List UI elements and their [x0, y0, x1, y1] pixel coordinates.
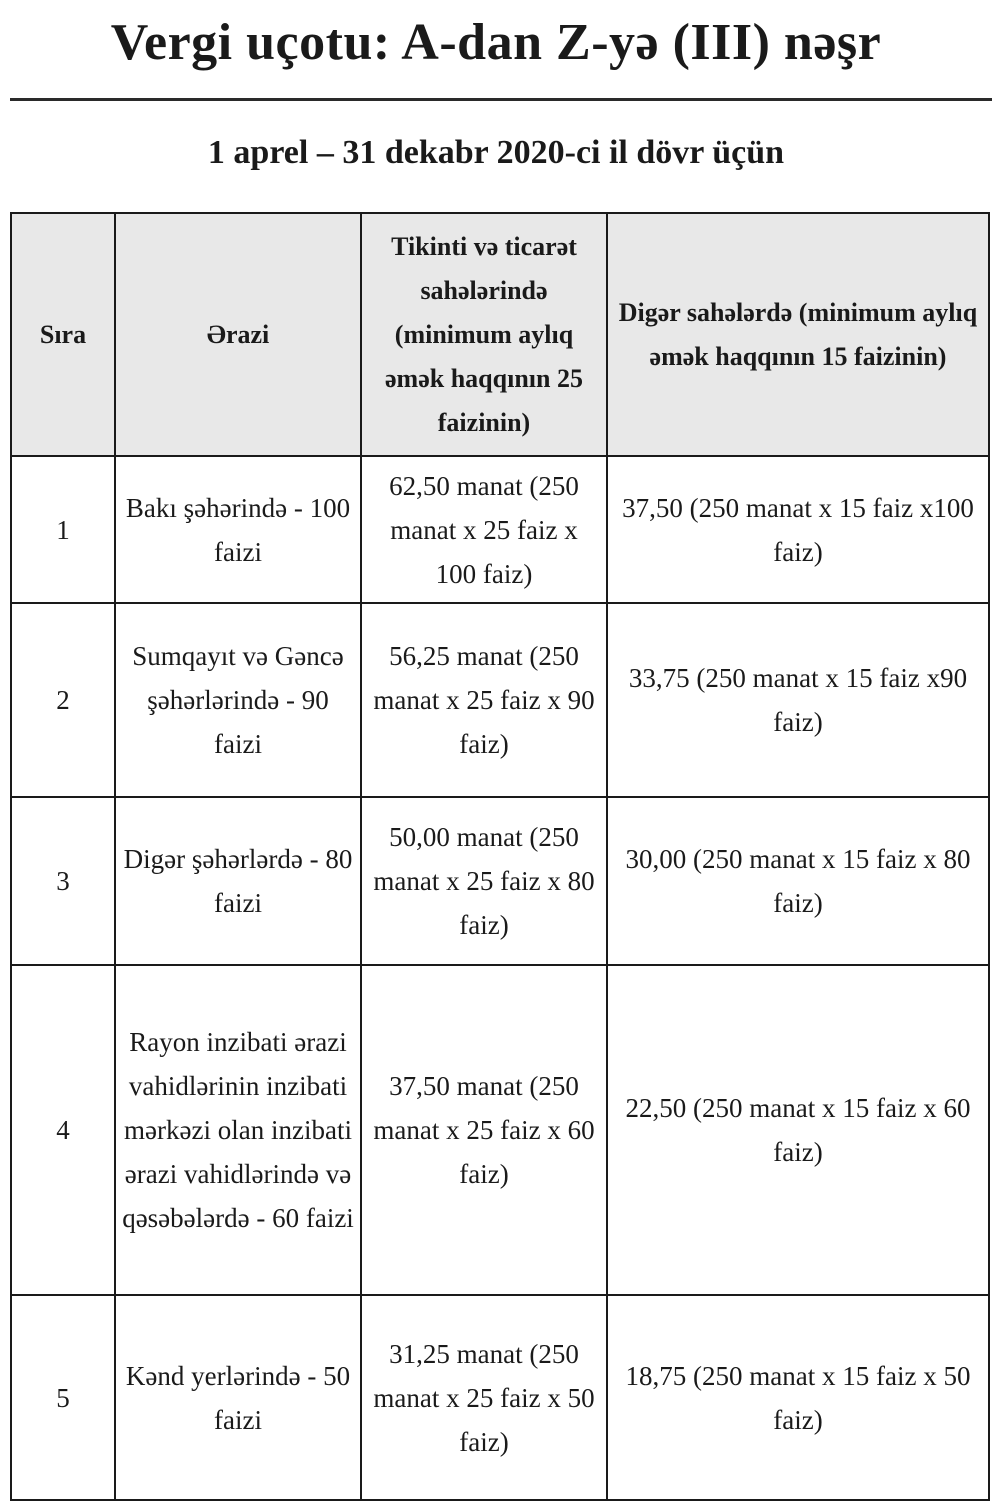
other-rate-cell: 18,75 (250 manat x 15 faiz x 50 faiz)	[607, 1295, 989, 1500]
area-cell: Kənd yerlərində - 50 faizi	[115, 1295, 361, 1500]
construction-rate-cell: 37,50 manat (250 manat x 25 faiz x 60 faiz)	[361, 965, 607, 1295]
other-rate-cell: 37,50 (250 manat x 15 faiz x100 faiz)	[607, 456, 989, 603]
table-row	[11, 797, 989, 965]
column-header-other-sectors: Digər sahələrdə (minimum aylıq əmək haqqının 15 faizinin)	[607, 213, 989, 456]
table-row	[11, 456, 989, 603]
area-cell: Sumqayıt və Gəncə şəhərlərində - 90 faizi	[115, 603, 361, 797]
row-number-cell: 1	[11, 456, 115, 603]
row-number-cell: 2	[11, 603, 115, 797]
table-row	[11, 1295, 989, 1500]
row-number-cell: 4	[11, 965, 115, 1295]
other-rate-cell: 30,00 (250 manat x 15 faiz x 80 faiz)	[607, 797, 989, 965]
rates-table-container	[10, 212, 988, 1501]
other-rate-cell: 22,50 (250 manat x 15 faiz x 60 faiz)	[607, 965, 989, 1295]
column-header-construction-trade: Tikinti və ticarət sahələrində (minimum aylıq əmək haqqının 25 faizinin)	[361, 213, 607, 456]
page-title: Vergi uçotu: A-dan Z-yə (III) nəşr	[110, 14, 882, 71]
title-divider	[10, 98, 992, 101]
area-cell: Rayon inzibati ərazi vahidlərinin inzibati mərkəzi olan inzibati ərazi vahidlərində və qəsəbələrdə - 60 faizi	[115, 965, 361, 1295]
row-number-cell: 5	[11, 1295, 115, 1500]
rates-table	[10, 212, 990, 1501]
construction-rate-cell: 31,25 manat (250 manat x 25 faiz x 50 faiz)	[361, 1295, 607, 1500]
page-subtitle: 1 aprel – 31 dekabr 2020-ci il dövr üçün	[207, 134, 785, 171]
column-header-area: Ərazi	[115, 213, 361, 456]
area-cell: Digər şəhərlərdə - 80 faizi	[115, 797, 361, 965]
table-header-row	[11, 213, 989, 456]
construction-rate-cell: 62,50 manat (250 manat x 25 faiz x 100 faiz)	[361, 456, 607, 603]
construction-rate-cell: 50,00 manat (250 manat x 25 faiz x 80 faiz)	[361, 797, 607, 965]
row-number-cell: 3	[11, 797, 115, 965]
table-row	[11, 965, 989, 1295]
construction-rate-cell: 56,25 manat (250 manat x 25 faiz x 90 faiz)	[361, 603, 607, 797]
other-rate-cell: 33,75 (250 manat x 15 faiz x90 faiz)	[607, 603, 989, 797]
area-cell: Bakı şəhərində - 100 faizi	[115, 456, 361, 603]
column-header-number: Sıra	[11, 213, 115, 456]
table-row	[11, 603, 989, 797]
